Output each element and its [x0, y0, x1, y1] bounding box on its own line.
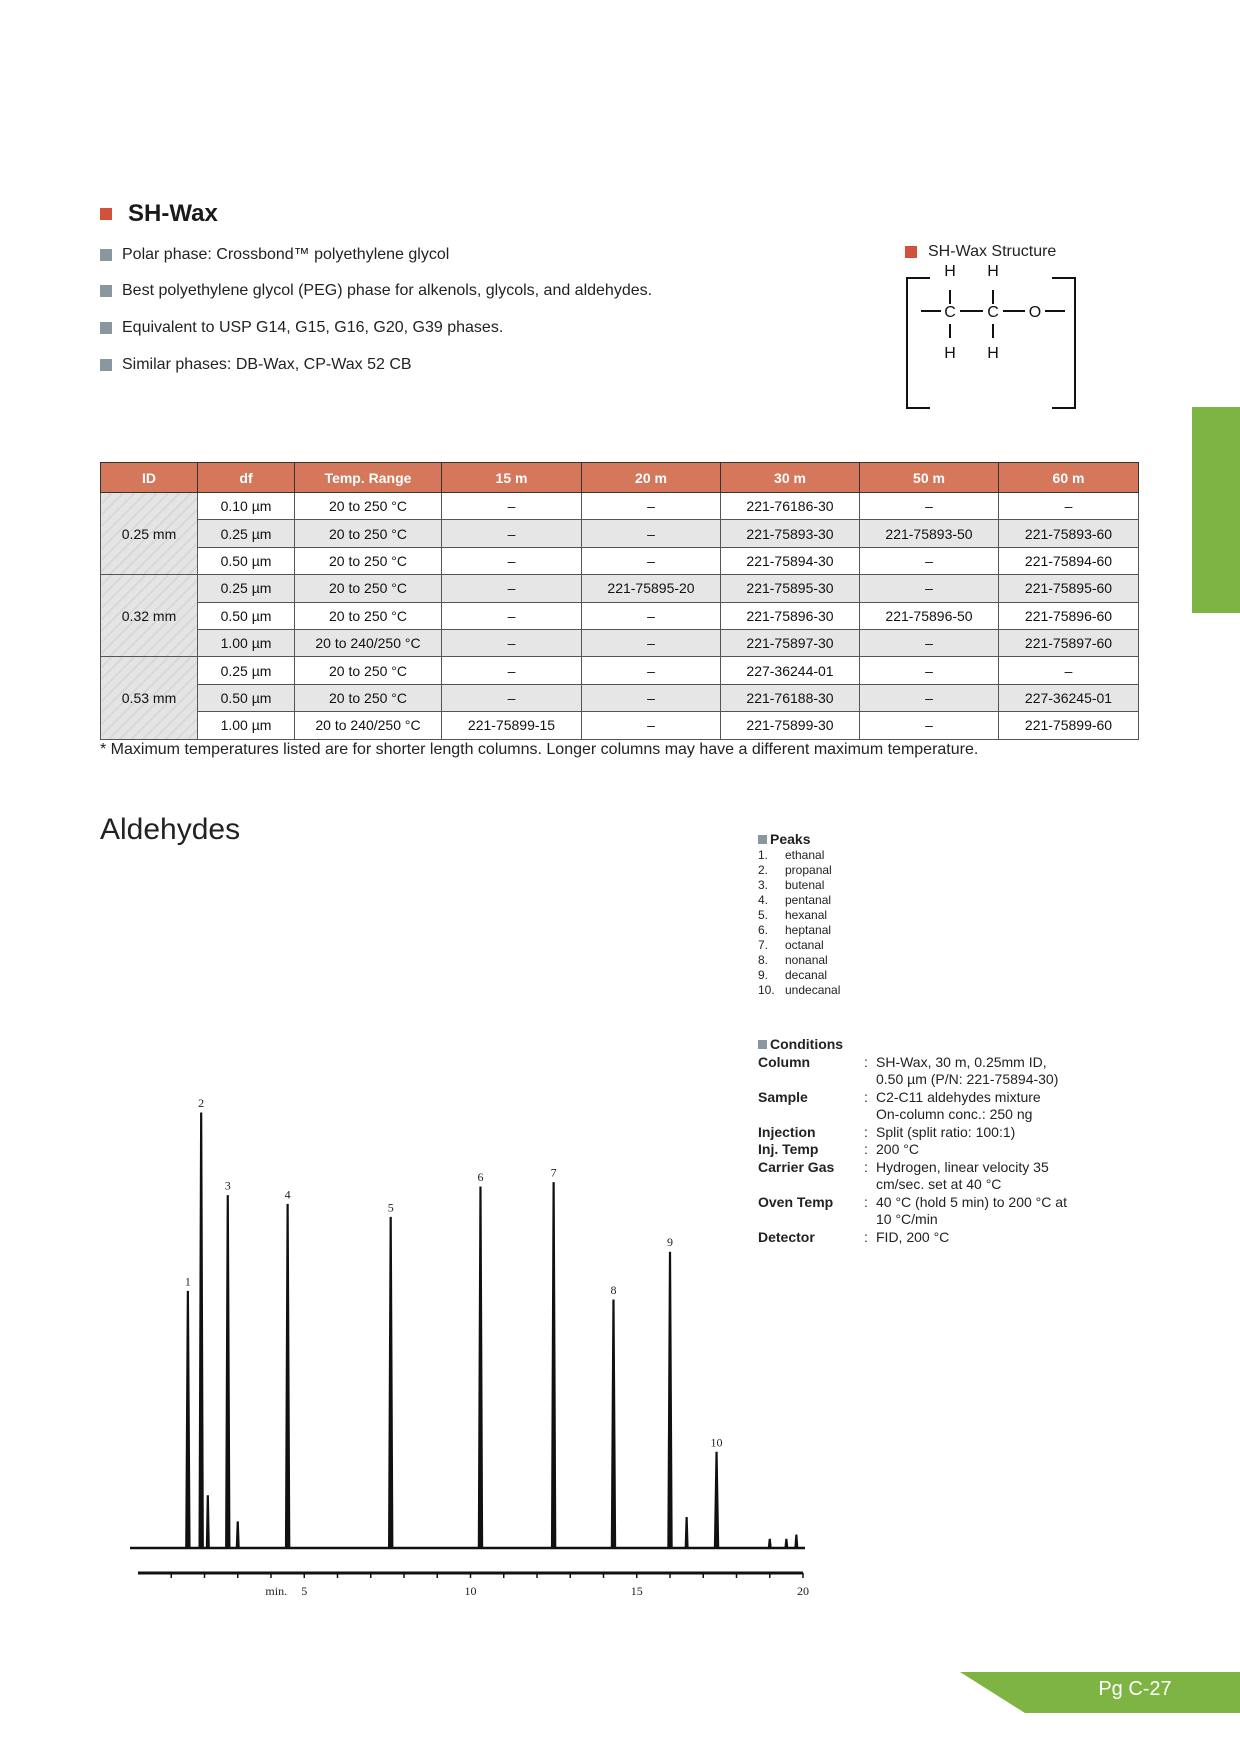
- table-cell: 20 to 250 °C: [295, 520, 442, 547]
- table-cell: 221-75899-30: [721, 712, 860, 739]
- table-cell: –: [582, 520, 721, 547]
- table-row: [101, 657, 1139, 684]
- conditions-header: [758, 1036, 1096, 1054]
- x-axis-label: min.: [265, 1584, 288, 1598]
- peak-7: [551, 1183, 555, 1548]
- peak-3: [226, 1196, 230, 1548]
- table-cell: 221-75894-60: [999, 547, 1139, 574]
- peak-label: 9: [667, 1235, 673, 1250]
- table-cell: –: [860, 684, 999, 711]
- table-row: [101, 712, 1139, 739]
- feature-bullet: [100, 356, 412, 374]
- feature-bullet: [100, 319, 503, 337]
- col-header: 30 m: [721, 463, 860, 493]
- condition-separator: :: [864, 1193, 868, 1210]
- table-cell: –: [442, 575, 582, 602]
- table-cell: 221-76186-30: [721, 493, 860, 520]
- table-cell: 20 to 250 °C: [295, 657, 442, 684]
- peak-list-item: [758, 863, 840, 878]
- table-cell: –: [442, 629, 582, 656]
- product-title: [100, 200, 218, 228]
- peak-number: 8.: [758, 953, 769, 967]
- col-header: 20 m: [582, 463, 721, 493]
- peaks-header: [758, 832, 840, 847]
- table-cell: 0.10 µm: [198, 493, 295, 520]
- conditions-title: Conditions: [770, 1036, 844, 1052]
- column-spec-table: [100, 462, 1139, 740]
- peak-name: nonanal: [785, 953, 828, 967]
- condition-label: Column: [758, 1053, 811, 1070]
- peak-number: 6.: [758, 923, 769, 937]
- peak-list-item: [758, 953, 840, 968]
- table-cell: 20 to 250 °C: [295, 684, 442, 711]
- table-cell: 1.00 µm: [198, 629, 295, 656]
- table-cell: –: [582, 629, 721, 656]
- condition-value: [876, 1141, 1096, 1159]
- peak-number: 3.: [758, 878, 769, 892]
- condition-separator: :: [864, 1158, 868, 1175]
- table-cell: –: [860, 493, 999, 520]
- peak-name: heptanal: [785, 923, 832, 937]
- table-footnote: * Maximum temperatures listed are for shorter length columns. Longer columns may have a different maximum temperature.: [100, 741, 979, 758]
- section-side-tab: [1192, 407, 1240, 613]
- table-cell: 0.25 µm: [198, 520, 295, 547]
- condition-value-line: On-column conc.: 250 ng: [876, 1106, 1033, 1122]
- table-row: [101, 629, 1139, 656]
- table-cell: –: [442, 602, 582, 629]
- condition-value-line: Hydrogen, linear velocity 35: [876, 1158, 1049, 1175]
- structure-title-text: SH-Wax Structure: [928, 243, 1057, 260]
- peak-label: 5: [387, 1200, 394, 1215]
- peak-label: 6: [477, 1169, 484, 1184]
- table-cell: 0.25 µm: [198, 575, 295, 602]
- table-cell: –: [860, 629, 999, 656]
- condition-label: Carrier Gas: [758, 1158, 835, 1175]
- table-cell: –: [582, 684, 721, 711]
- peaks-legend: [758, 832, 840, 998]
- feature-bullet: [100, 246, 449, 264]
- table-cell: –: [442, 684, 582, 711]
- condition-value-line: C2-C11 aldehydes mixture: [876, 1088, 1041, 1105]
- table-cell: 227-36244-01: [721, 657, 860, 684]
- peak-number: 4.: [758, 893, 769, 907]
- table-cell: –: [999, 493, 1139, 520]
- peak-number: 1.: [758, 848, 769, 862]
- table-cell: –: [442, 657, 582, 684]
- peak-list-item: [758, 908, 840, 923]
- feature-text: Polar phase: Crossbond™ polyethylene glycol: [122, 246, 450, 263]
- table-cell: 0.50 µm: [198, 684, 295, 711]
- table-header-row: [101, 463, 1139, 493]
- table-cell: –: [860, 657, 999, 684]
- atom-h: H: [944, 263, 956, 280]
- minor-peak: [768, 1539, 771, 1548]
- table-cell: 221-75896-50: [860, 602, 999, 629]
- peaks-marker-icon: [758, 835, 767, 844]
- peak-name: butenal: [785, 878, 825, 892]
- table-row: [101, 520, 1139, 547]
- peak-label: 7: [550, 1165, 557, 1180]
- condition-value: [876, 1089, 1096, 1124]
- table-cell: 20 to 250 °C: [295, 575, 442, 602]
- atom-c: C: [944, 304, 956, 321]
- condition-separator: :: [864, 1228, 868, 1245]
- table-cell: 221-75897-30: [721, 629, 860, 656]
- table-cell: 0.50 µm: [198, 547, 295, 574]
- table-row: [101, 575, 1139, 602]
- condition-value-line: cm/sec. set at 40 °C: [876, 1176, 1002, 1192]
- cell-id: 0.32 mm: [101, 575, 198, 657]
- condition-label: Oven Temp: [758, 1193, 834, 1210]
- minor-peak: [236, 1522, 239, 1548]
- peaks-title: Peaks: [770, 831, 811, 847]
- table-cell: 0.25 µm: [198, 657, 295, 684]
- condition-value-line: Split (split ratio: 100:1): [876, 1123, 1016, 1140]
- peak-4: [285, 1204, 289, 1548]
- table-cell: 20 to 250 °C: [295, 493, 442, 520]
- feature-text: Best polyethylene glycol (PEG) phase for alkenols, glycols, and aldehydes.: [122, 282, 653, 299]
- chromatogram-chart: [130, 1090, 830, 1610]
- col-header: ID: [101, 463, 198, 493]
- peak-9: [668, 1252, 672, 1548]
- peak-2: [199, 1113, 203, 1548]
- minor-peak: [785, 1539, 788, 1548]
- condition-separator: :: [864, 1053, 868, 1070]
- title-marker-icon: [100, 208, 112, 220]
- bullet-square-icon: [100, 249, 112, 261]
- table-cell: 221-75893-30: [721, 520, 860, 547]
- table-cell: 20 to 240/250 °C: [295, 712, 442, 739]
- table-cell: 221-75899-60: [999, 712, 1139, 739]
- peak-number: 10.: [758, 983, 775, 997]
- peak-list-item: [758, 923, 840, 938]
- condition-label: Detector: [758, 1228, 815, 1245]
- x-tick-label: 5: [301, 1584, 308, 1598]
- peak-number: 9.: [758, 968, 769, 982]
- bullet-square-icon: [100, 322, 112, 334]
- structure-labels: [905, 263, 1077, 410]
- col-header: Temp. Range: [295, 463, 442, 493]
- table-cell: 221-75899-15: [442, 712, 582, 739]
- table-cell: 20 to 250 °C: [295, 547, 442, 574]
- table-row: [101, 547, 1139, 574]
- table-cell: –: [442, 520, 582, 547]
- peaks-list: [758, 848, 840, 998]
- peak-name: ethanal: [785, 848, 825, 862]
- table-cell: 221-75895-30: [721, 575, 860, 602]
- x-tick-label: 10: [464, 1584, 477, 1598]
- table-row: [101, 602, 1139, 629]
- table-cell: –: [860, 575, 999, 602]
- peak-10: [714, 1452, 718, 1548]
- table-cell: 227-36245-01: [999, 684, 1139, 711]
- table-cell: 221-75896-60: [999, 602, 1139, 629]
- table-row: [101, 684, 1139, 711]
- table-body: [101, 493, 1139, 740]
- peak-name: decanal: [785, 968, 828, 982]
- product-title-text: SH-Wax: [128, 200, 218, 227]
- x-tick-label: 20: [797, 1584, 809, 1598]
- condition-row: [758, 1054, 1096, 1089]
- table-cell: 0.50 µm: [198, 602, 295, 629]
- feature-text: Equivalent to USP G14, G15, G16, G20, G39 phases.: [122, 319, 504, 336]
- peak-1: [186, 1291, 190, 1548]
- table-cell: –: [582, 712, 721, 739]
- minor-peak: [795, 1535, 798, 1548]
- table-cell: –: [860, 712, 999, 739]
- peak-name: pentanal: [785, 893, 832, 907]
- condition-value: [876, 1054, 1096, 1089]
- table-cell: –: [442, 493, 582, 520]
- table-cell: 221-75893-50: [860, 520, 999, 547]
- peak-label: 8: [610, 1283, 617, 1298]
- condition-value-line: 40 °C (hold 5 min) to 200 °C at: [876, 1193, 1067, 1210]
- condition-label: Injection: [758, 1123, 816, 1140]
- atom-o: O: [1028, 304, 1042, 321]
- condition-value: [876, 1194, 1096, 1229]
- peak-number: 2.: [758, 863, 769, 877]
- atom-h: H: [944, 345, 956, 362]
- minor-peak: [206, 1496, 209, 1548]
- feature-bullet: [100, 282, 652, 300]
- condition-value-line: 200 °C: [876, 1141, 919, 1157]
- table-cell: –: [999, 657, 1139, 684]
- peak-8: [611, 1300, 615, 1548]
- table-cell: –: [860, 547, 999, 574]
- structure-marker-icon: [905, 246, 917, 258]
- cell-id: 0.53 mm: [101, 657, 198, 739]
- condition-value: [876, 1124, 1096, 1142]
- peak-name: undecanal: [785, 983, 841, 997]
- page-number: Pg C-27: [1098, 1678, 1172, 1700]
- bullet-square-icon: [100, 359, 112, 371]
- table-cell: 20 to 250 °C: [295, 602, 442, 629]
- peak-5: [389, 1217, 393, 1548]
- condition-value-line: 0.50 µm (P/N: 221-75894-30): [876, 1071, 1059, 1087]
- col-header: df: [198, 463, 295, 493]
- col-header: 50 m: [860, 463, 999, 493]
- table-cell: –: [582, 493, 721, 520]
- table-cell: 221-75895-60: [999, 575, 1139, 602]
- peak-6: [478, 1187, 482, 1548]
- peak-name: hexanal: [785, 908, 828, 922]
- bullet-square-icon: [100, 285, 112, 297]
- peak-label: 3: [224, 1178, 231, 1193]
- peak-list-item: [758, 938, 840, 953]
- table-cell: –: [442, 547, 582, 574]
- feature-text: Similar phases: DB-Wax, CP-Wax 52 CB: [122, 356, 412, 373]
- peak-list-item: [758, 983, 840, 998]
- condition-separator: :: [864, 1141, 868, 1157]
- table-row: [101, 493, 1139, 520]
- minor-peak: [685, 1518, 688, 1548]
- peak-label: 1: [184, 1274, 191, 1289]
- table-cell: –: [582, 657, 721, 684]
- cell-id: 0.25 mm: [101, 493, 198, 575]
- peak-label: 2: [198, 1096, 205, 1110]
- condition-separator: :: [864, 1088, 868, 1105]
- peak-number: 5.: [758, 908, 769, 922]
- table-cell: 221-75893-60: [999, 520, 1139, 547]
- table-cell: 221-75897-60: [999, 629, 1139, 656]
- x-tick-label: 15: [630, 1584, 643, 1598]
- atom-c: C: [987, 304, 999, 321]
- structure-title: [905, 243, 1056, 261]
- table-cell: 1.00 µm: [198, 712, 295, 739]
- condition-value-line: SH-Wax, 30 m, 0.25mm ID,: [876, 1053, 1047, 1070]
- col-header: 60 m: [999, 463, 1139, 493]
- condition-separator: :: [864, 1123, 868, 1140]
- col-header: 15 m: [442, 463, 582, 493]
- table-cell: 221-75895-20: [582, 575, 721, 602]
- condition-value: [876, 1159, 1096, 1194]
- peak-name: octanal: [785, 938, 824, 952]
- peak-name: propanal: [785, 863, 832, 877]
- atom-h: H: [987, 263, 999, 280]
- table-cell: –: [582, 602, 721, 629]
- peak-number: 7.: [758, 938, 769, 952]
- condition-value-line: FID, 200 °C: [876, 1228, 950, 1245]
- section-title: Aldehydes: [100, 813, 241, 846]
- condition-value-line: 10 °C/min: [876, 1211, 938, 1227]
- table-cell: –: [582, 547, 721, 574]
- table-cell: 20 to 240/250 °C: [295, 629, 442, 656]
- table-cell: 221-75896-30: [721, 602, 860, 629]
- atom-h: H: [987, 345, 999, 362]
- peak-list-item: [758, 878, 840, 893]
- peak-label: 10: [710, 1435, 723, 1450]
- peak-list-item: [758, 968, 840, 983]
- condition-value: [876, 1229, 1096, 1247]
- condition-label: Sample: [758, 1088, 808, 1105]
- peak-list-item: [758, 893, 840, 908]
- condition-label: Inj. Temp: [758, 1141, 819, 1157]
- table-cell: 221-75894-30: [721, 547, 860, 574]
- peak-label: 4: [284, 1187, 291, 1202]
- conditions-marker-icon: [758, 1040, 767, 1049]
- table-cell: 221-76188-30: [721, 684, 860, 711]
- peak-list-item: [758, 848, 840, 863]
